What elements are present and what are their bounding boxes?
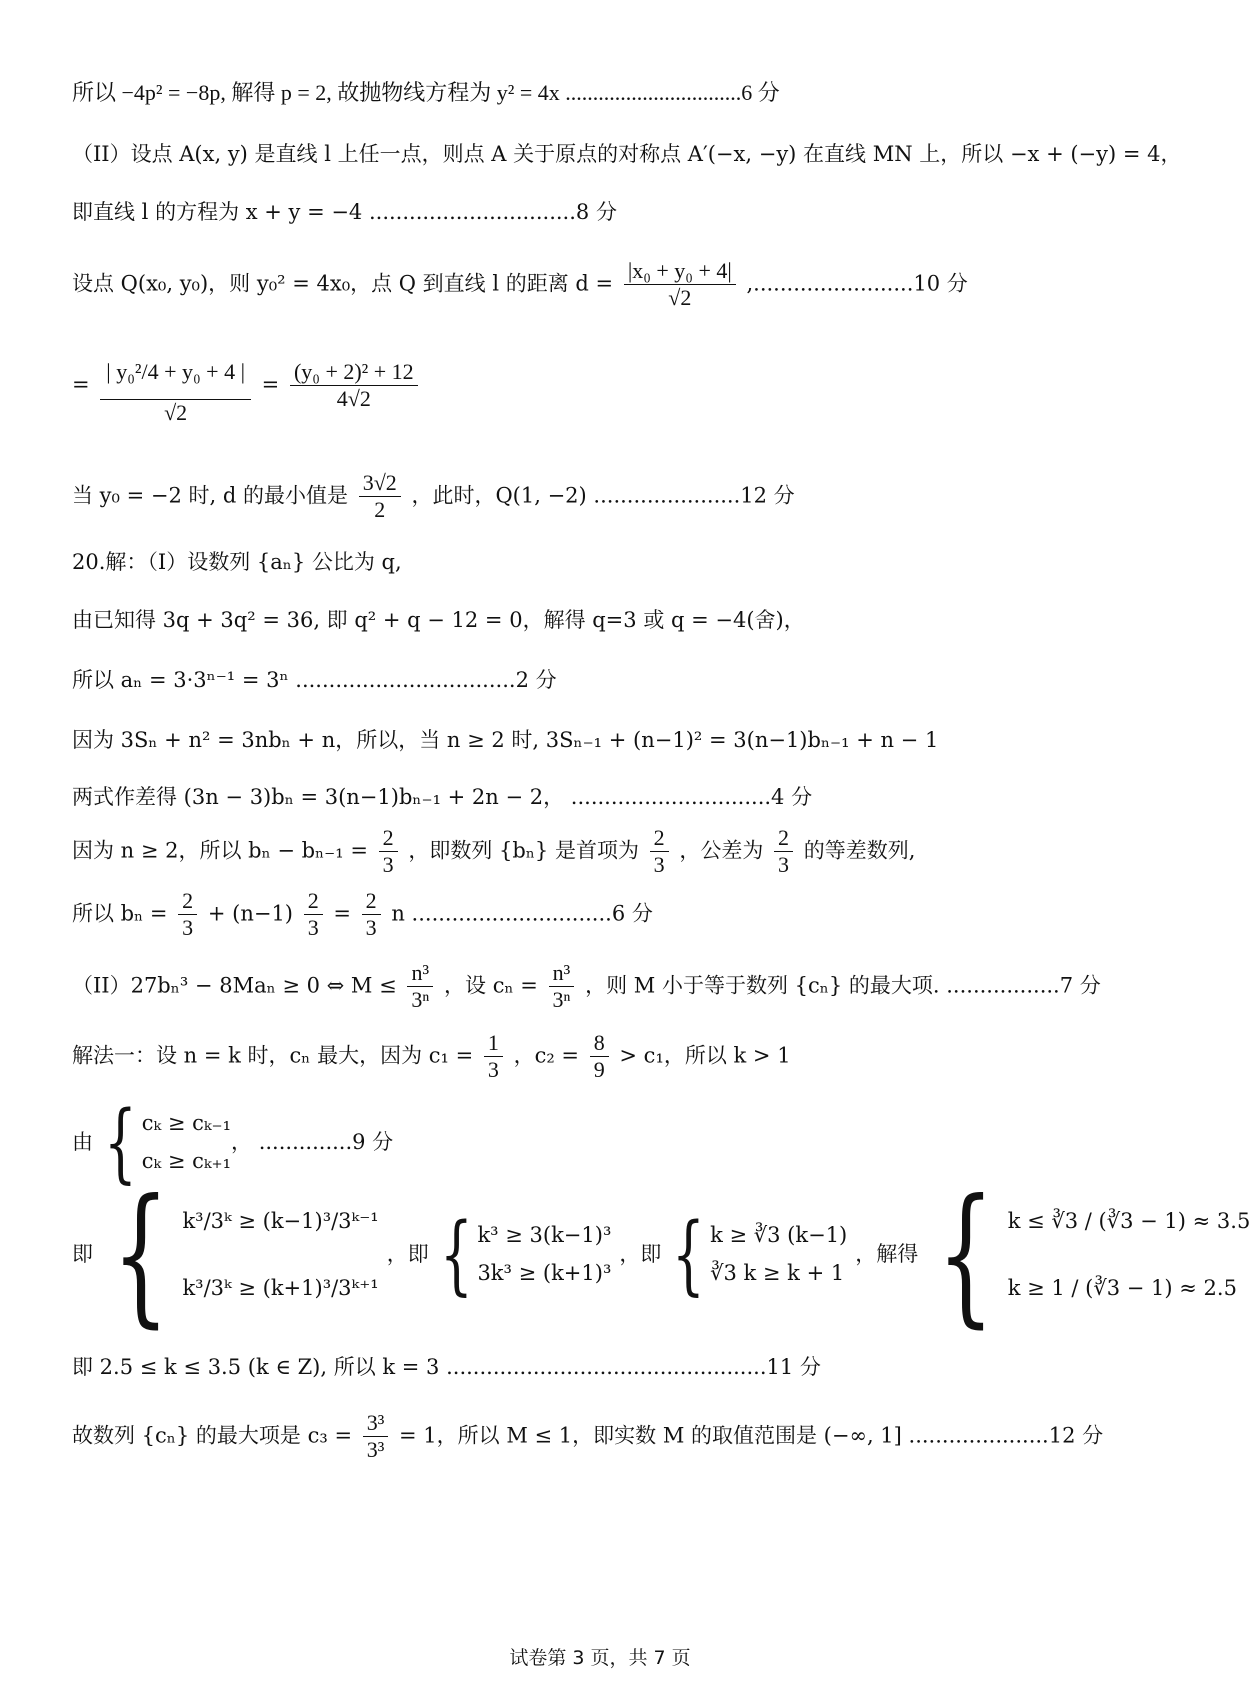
solution-line: （II）设点 A(x, y) 是直线 l 上任一点，则点 A 关于原点的对称点 A′(−x, −y) 在直线 MN 上，所以 −x + (−y) = 4， [72,142,1182,166]
solution-line: （II）27bₙ³ − 8Maₙ ≥ 0 ⇔ M ≤ $\frac{\text{n³}}{\text{3ⁿ}}$ ，设 cₙ = $\frac{\text{n³}}{\text{3ⁿ}}$ ，则 M 小于等于数列 {cₙ} 的最大项. .................7 分 [72,960,1101,1013]
solution-line: 所以 −4p² = −8p, 解得 p = 2, 故抛物线方程为 y² = 4x ................................6 分 [72,80,780,105]
solution-line: 由已知得 3q + 3q² = 36, 即 q² + q − 12 = 0，解得 q=3 或 q = −4(舍)， [72,608,805,632]
fraction: $\frac{3√2}{2}$ [359,470,401,524]
inequality-system: k ≥ ∛3 (k−1) ∛3 k ≥ k + 1 [710,1223,848,1285]
solution-line: 两式作差得 (3n − 3)bₙ = 3(n−1)bₙ₋₁ + 2n − 2， ..............................4 分 [72,785,813,809]
fraction: $\frac{\text{| y₀²/4 + y₀ + 4 |}}{√2}$ [100,345,251,427]
solution-line: 即 { k³/3ᵏ ≥ (k−1)³/3ᵏ⁻¹ k³/3ᵏ ≥ (k+1)³/3ᵏ⁺¹ ，即 { k³ ≥ 3(k−1)³ 3k³ ≥ (k+1)³ ，即 { k ≥ ∛3 (k−1) ∛3 k ≥ k + 1 ，解得 { k ≤ ∛3 / (∛3 − 1) ≈ 3.5 k ≥ 1 / (∛3 − 1) ≈ 2.5 [72,1168,1250,1342]
solution-line: 设点 Q(x₀, y₀)，则 y₀² = 4x₀，点 Q 到直线 l 的距离 d = $\frac{\text{|x₀ + y₀ + 4|}}{√2}$ ,........................10 分 [72,258,968,311]
solution-line: 所以 aₙ = 3·3ⁿ⁻¹ = 3ⁿ .................................2 分 [72,668,557,692]
fraction: $\frac{2}{3}$ [379,825,398,879]
fraction: $\frac{\text{|x₀ + y₀ + 4|}}{√2}$ [624,258,736,312]
fraction: $\frac{2}{3}$ [774,825,793,879]
inequality-system: cₖ ≥ cₖ₋₁ cₖ ≥ cₖ₊₁ [141,1111,232,1173]
fraction: $\frac{2}{3}$ [178,888,197,942]
fraction: $\frac{\text{n³}}{\text{3ⁿ}}$ [407,960,433,1014]
inequality-system: k³ ≥ 3(k−1)³ 3k³ ≥ (k+1)³ [477,1223,612,1285]
fraction: $\frac{\text{(y₀ + 2)² + 12}}{4√2}$ [290,359,418,413]
solution-line: 故数列 {cₙ} 的最大项是 c₃ = $\frac{\text{3³}}{\text{3³}}$ = 1，所以 M ≤ 1，即实数 M 的取值范围是 (−∞, 1] .....................12 分 [72,1410,1104,1463]
inequality-system: k³/3ᵏ ≥ (k−1)³/3ᵏ⁻¹ k³/3ᵏ ≥ (k+1)³/3ᵏ⁺¹ [182,1208,379,1300]
solution-line: 所以 bₙ = $\frac{2}{3}$ + (n−1) $\frac{2}{3}$ = $\frac{2}{3}$ n ..............................6 分 [72,888,653,941]
fraction: $\frac{8}{9}$ [590,1030,609,1084]
fraction: $\frac{\text{3³}}{\text{3³}}$ [363,1410,389,1464]
solution-line: 因为 n ≥ 2，所以 bₙ − bₙ₋₁ = $\frac{2}{3}$ ，即数列 {bₙ} 是首项为 $\frac{2}{3}$ ，公差为 $\frac{2}{3}$ 的等差数列, [72,825,916,878]
fraction: $\frac{2}{3}$ [362,888,381,942]
left-brace: { [112,1168,170,1342]
solution-line: 因为 3Sₙ + n² = 3nbₙ + n，所以，当 n ≥ 2 时, 3Sₙ₋₁ + (n−1)² = 3(n−1)bₙ₋₁ + n − 1 [72,728,939,752]
solution-line: 即 2.5 ≤ k ≤ 3.5 (k ∈ Z), 所以 k = 3 ................................................11 分 [72,1355,821,1379]
fraction: $\frac{1}{3}$ [484,1030,503,1084]
left-brace: { [672,1205,706,1305]
solution-line: = $\frac{\text{| y₀²/4 + y₀ + 4 |}}{√2}$ = $\frac{\text{(y₀ + 2)² + 12}}{4√2}$ [72,345,1160,427]
left-brace: { [103,1093,137,1193]
fraction: $\frac{\text{n³}}{\text{3ⁿ}}$ [549,960,575,1014]
solution-line: 解法一：设 n = k 时，cₙ 最大，因为 c₁ = $\frac{1}{3}$ ，c₂ = $\frac{8}{9}$ > c₁，所以 k > 1 [72,1030,791,1083]
solution-line: 由 { cₖ ≥ cₖ₋₁ cₖ ≥ cₖ₊₁ ， ..............9 分 [72,1093,394,1193]
inequality-system: k ≤ ∛3 / (∛3 − 1) ≈ 3.5 k ≥ 1 / (∛3 − 1) ≈ 2.5 [1007,1208,1250,1300]
left-brace: { [937,1168,995,1342]
page-footer: 试卷第 3 页，共 7 页 [509,1647,691,1669]
solution-line: 当 y₀ = −2 时, d 的最小值是 $\frac{3√2}{2}$ ，此时，Q(1, −2) ......................12 分 [72,470,795,523]
fraction: $\frac{2}{3}$ [304,888,323,942]
fraction: $\frac{2}{3}$ [650,825,669,879]
solution-line: 即直线 l 的方程为 x + y = −4 ...............................8 分 [72,200,617,224]
left-brace: { [439,1205,473,1305]
solution-line: 20.解：（I）设数列 {aₙ} 公比为 q, [72,550,402,574]
